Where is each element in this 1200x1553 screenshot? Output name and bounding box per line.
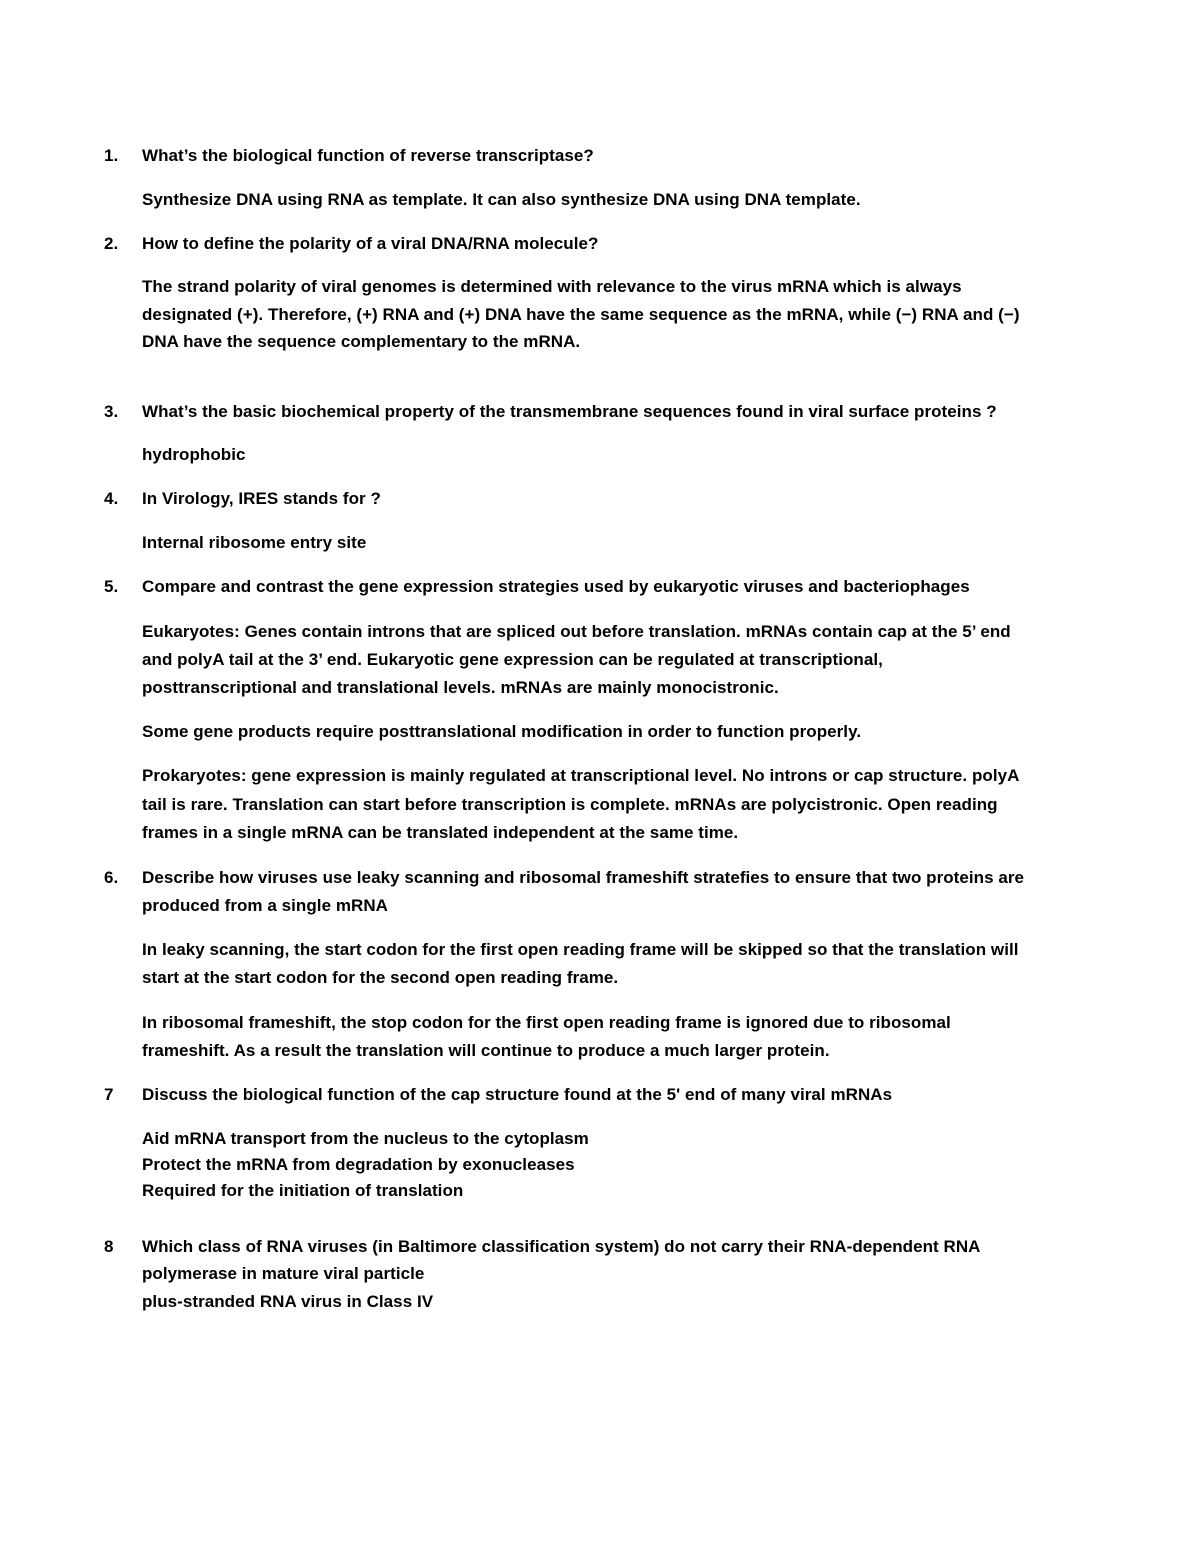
question-text: What’s the basic biochemical property of the transmembrane sequences found in viral surface proteins ? [142,402,997,421]
answer-text: Synthesize DNA using RNA as template. It can also synthesize DNA using DNA template. [142,190,861,209]
answer-text: frames in a single mRNA can be translated independent at the same time. [142,823,739,842]
answer-text: Prokaryotes: gene expression is mainly regulated at transcriptional level. No introns or cap structure. polyA [142,766,1020,785]
question-text: How to define the polarity of a viral DNA/RNA molecule? [142,234,599,253]
answer-text: tail is rare. Translation can start before transcription is complete. mRNAs are polycistronic. Open reading [142,795,998,814]
answer-text: DNA have the sequence complementary to the mRNA. [142,332,581,351]
question-number: 3. [104,402,119,421]
answer-text: In ribosomal frameshift, the stop codon for the first open reading frame is ignored due to ribosomal [142,1013,951,1032]
answer-text: designated (+). Therefore, (+) RNA and (+) DNA have the same sequence as the mRNA, while (−) RNA and (−) [142,305,1020,324]
question-text: What’s the biological function of reverse transcriptase? [142,146,594,165]
answer-text: Internal ribosome entry site [142,533,367,552]
answer-text: posttranscriptional and translational levels. mRNAs are mainly monocistronic. [142,678,779,697]
question-text: Discuss the biological function of the cap structure found at the 5' end of many viral mRNAs [142,1085,893,1104]
question-number: 4. [104,489,119,508]
question-number: 8 [104,1237,114,1256]
question-number: 6. [104,868,119,887]
answer-text: start at the start codon for the second open reading frame. [142,968,619,987]
question-number: 2. [104,234,119,253]
question-text: produced from a single mRNA [142,896,388,915]
answer-text: In leaky scanning, the start codon for the first open reading frame will be skipped so that the translation will [142,940,1019,959]
question-text: polymerase in mature viral particle [142,1264,425,1283]
answer-text: hydrophobic [142,445,246,464]
answer-text: plus-stranded RNA virus in Class IV [142,1292,434,1311]
question-number: 5. [104,577,119,596]
question-number: 1. [104,146,119,165]
answer-text: and polyA tail at the 3’ end. Eukaryotic gene expression can be regulated at transcriptional, [142,650,883,669]
answer-text: Required for the initiation of translation [142,1181,464,1200]
answer-text: frameshift. As a result the translation will continue to produce a much larger protein. [142,1041,830,1060]
answer-text: Some gene products require posttranslational modification in order to function properly. [142,722,862,741]
question-text: In Virology, IRES stands for ? [142,489,381,508]
question-text: Compare and contrast the gene expression strategies used by eukaryotic viruses and bacteriophages [142,577,970,596]
question-number: 7 [104,1085,114,1104]
answer-text: Eukaryotes: Genes contain introns that are spliced out before translation. mRNAs contain cap at the 5’ end [142,622,1011,641]
answer-text: Aid mRNA transport from the nucleus to the cytoplasm [142,1129,589,1148]
answer-text: The strand polarity of viral genomes is determined with relevance to the virus mRNA which is always [142,277,962,296]
question-text: Describe how viruses use leaky scanning and ribosomal frameshift stratefies to ensure that two proteins are [142,868,1025,887]
answer-text: Protect the mRNA from degradation by exonucleases [142,1155,575,1174]
question-text: Which class of RNA viruses (in Baltimore classification system) do not carry their RNA-dependent RNA [142,1237,981,1256]
